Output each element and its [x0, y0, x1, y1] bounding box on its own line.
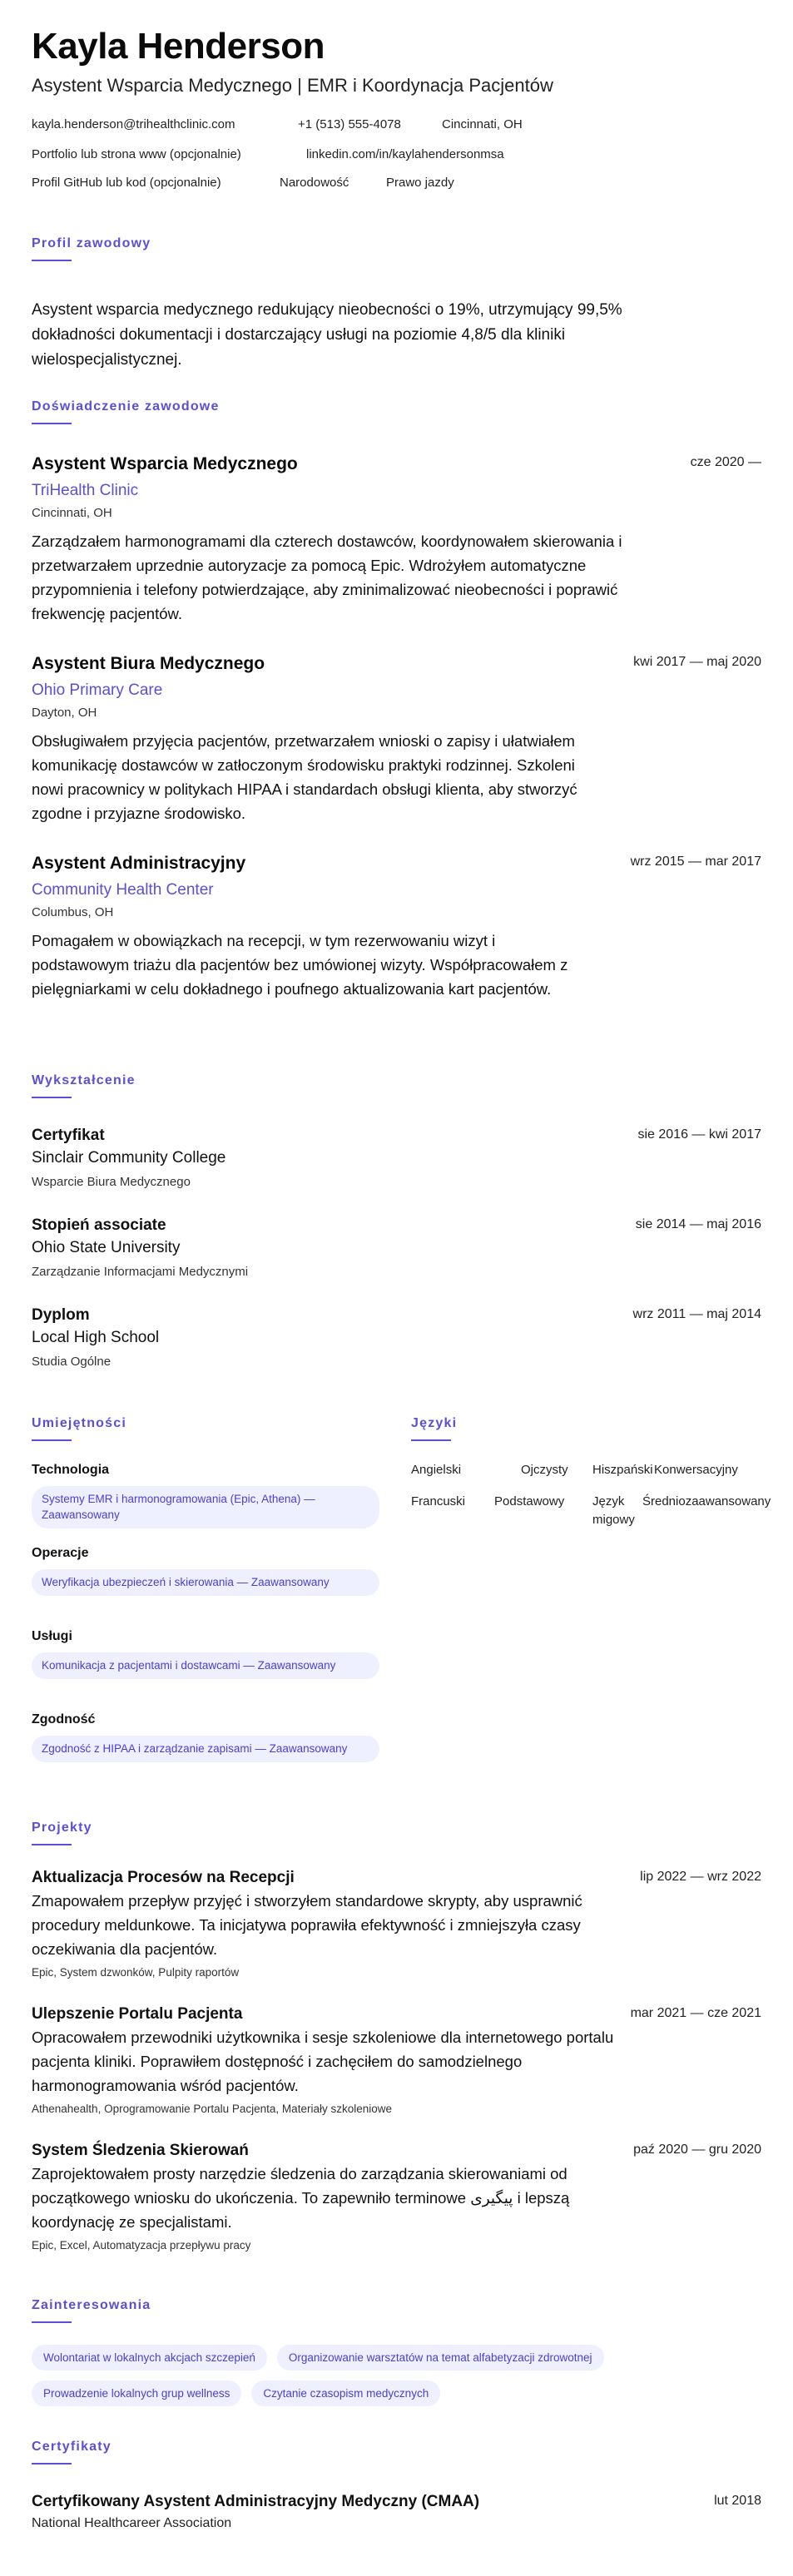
- experience-item: [32, 453, 761, 626]
- certification-name: Certyfikowany Asystent Administracyjny Medyczny (CMAA): [32, 2493, 480, 2510]
- certification-issuer: National Healthcareer Association: [32, 2516, 232, 2530]
- language-name: Francuski: [411, 1494, 466, 1508]
- section-title-certifications: Certyfikaty: [32, 2440, 112, 2454]
- job-dates: wrz 2015 — mar 2017: [630, 855, 761, 869]
- candidate-headline: Asystent Wsparcia Medycznego | EMR i Koordynacja Pacjentów: [32, 75, 553, 96]
- degree-title: Stopień associate: [32, 1216, 166, 1234]
- project-item: [32, 1867, 761, 1981]
- skill-pill: Weryfikacja ubezpieczeń i skierowania — Zaawansowany: [32, 1569, 379, 1596]
- section-title-profile: Profil zawodowy: [32, 236, 151, 250]
- education-item: [32, 1215, 761, 1281]
- language-level: Konwersacyjny: [654, 1463, 738, 1477]
- contact-phone[interactable]: +1 (513) 555-4078: [298, 117, 401, 131]
- languages-section: [411, 1414, 457, 1441]
- project-description: Zaprojektowałem prosty narzędzie śledzenia do zarządzania skierowaniami od początkowego wniosku do ukończenia. To zapewniło terminowe پیگیری i lepszą koordynację ze specjalistami.: [32, 2165, 570, 2231]
- interest-pill: Prowadzenie lokalnych grup wellness: [32, 2380, 241, 2406]
- section-divider: [411, 1439, 451, 1441]
- project-dates: paź 2020 — gru 2020: [633, 2143, 761, 2157]
- contact-portfolio[interactable]: Portfolio lub strona www (opcjonalnie): [32, 147, 241, 161]
- certification-item: [32, 2491, 761, 2533]
- contact-license: Prawo jazdy: [386, 176, 454, 190]
- section-divider: [32, 260, 72, 261]
- job-location: Columbus, OH: [32, 905, 114, 919]
- profile-section: [32, 235, 151, 261]
- resume-header: [32, 23, 761, 98]
- contact-email[interactable]: kayla.henderson@trihealthclinic.com: [32, 117, 235, 131]
- project-tags: Epic, Excel, Automatyzacja przepływu pracy: [32, 2239, 251, 2252]
- job-location: Dayton, OH: [32, 706, 97, 720]
- language-level: Podstawowy: [494, 1494, 565, 1508]
- section-divider: [32, 2321, 72, 2323]
- skill-pill: Zgodność z HIPAA i zarządzanie zapisami — Zaawansowany: [32, 1736, 379, 1762]
- skill-group: [32, 1544, 379, 1596]
- language-level: Średniozaawansowany: [642, 1494, 771, 1508]
- experience-section: [32, 398, 220, 424]
- job-description: Obsługiwałem przyjęcia pacjentów, przetwarzałem wnioski o zapisy i ułatwiałem komunikację dostawców w zatłoczonym środowisku praktyki rodzinnej. Szkoleni nowi pracownicy w politykach HIPAA i standardach obsługi klienta, aby stworzyć zgodne i przyjazne środowisko.: [32, 732, 577, 822]
- language-name: Język migowy: [592, 1494, 635, 1527]
- section-title-skills: Umiejętności: [32, 1416, 126, 1430]
- education-dates: sie 2016 — kwi 2017: [637, 1127, 761, 1142]
- interest-pill: Organizowanie warsztatów na temat alfabetyzacji zdrowotnej: [277, 2345, 604, 2370]
- company-name[interactable]: TriHealth Clinic: [32, 482, 139, 499]
- interests-section: [32, 2296, 151, 2323]
- candidate-name: Kayla Henderson: [32, 26, 325, 67]
- language-level: Ojczysty: [521, 1463, 568, 1477]
- field-of-study: Wsparcie Biura Medycznego: [32, 1175, 191, 1189]
- section-divider: [32, 1844, 72, 1845]
- contact-location: Cincinnati, OH: [442, 117, 523, 131]
- skill-group-label: Operacje: [32, 1546, 89, 1560]
- project-title: System Śledzenia Skierowań: [32, 2142, 249, 2159]
- school-name: Ohio State University: [32, 1239, 181, 1256]
- degree-title: Certyfikat: [32, 1127, 105, 1144]
- skill-pill: Komunikacja z pacjentami i dostawcami — Zaawansowany: [32, 1652, 379, 1679]
- certification-date: lut 2018: [714, 2494, 761, 2508]
- project-title: Ulepszenie Portalu Pacjenta: [32, 2005, 243, 2023]
- project-dates: mar 2021 — cze 2021: [630, 2006, 761, 2020]
- section-divider: [32, 1097, 72, 1098]
- company-name[interactable]: Ohio Primary Care: [32, 681, 163, 699]
- job-title: Asystent Administracyjny: [32, 854, 246, 873]
- education-item: [32, 1125, 761, 1191]
- company-name[interactable]: Community Health Center: [32, 881, 214, 899]
- section-title-experience: Doświadczenie zawodowe: [32, 399, 220, 414]
- education-section: [32, 1072, 136, 1098]
- job-description: Pomagałem w obowiązkach na recepcji, w tym rezerwowaniu wizyt i podstawowym triażu dla pacjentów bez umówionej wizyty. Współpracowałem z pielęgniarkami w celu dokładnego i poufnego aktualizowania kart pacjentów.: [32, 932, 568, 998]
- job-description: Zarządzałem harmonogramami dla czterech dostawców, koordynowałem skierowania i przetwarzałem uprzednie autoryzacje za pomocą Epic. Wdrożyłem automatyczne przypomnienia i telefony potwierdzające, aby zminimalizować nieobecności i poprawić frekwencję pacjentów.: [32, 533, 622, 622]
- projects-section: [32, 1819, 92, 1845]
- skill-group: [32, 1461, 379, 1528]
- section-title-projects: Projekty: [32, 1821, 92, 1835]
- project-tags: Athenahealth, Oprogramowanie Portalu Pacjenta, Materiały szkoleniowe: [32, 2103, 392, 2115]
- skill-group: [32, 1627, 379, 1679]
- language-name: Angielski: [411, 1463, 462, 1477]
- degree-title: Dyplom: [32, 1306, 90, 1324]
- field-of-study: Studia Ogólne: [32, 1355, 112, 1369]
- project-item: [32, 2004, 761, 2118]
- education-item: [32, 1305, 761, 1371]
- section-title-education: Wykształcenie: [32, 1073, 136, 1087]
- job-location: Cincinnati, OH: [32, 506, 112, 520]
- job-dates: cze 2020 —: [690, 455, 761, 469]
- section-divider: [32, 2463, 72, 2465]
- experience-item: [32, 852, 761, 1001]
- skill-group-label: Usługi: [32, 1629, 72, 1643]
- skill-group-label: Zgodność: [32, 1712, 96, 1726]
- contact-nationality: Narodowość: [280, 176, 349, 190]
- interest-pill: Wolontariat w lokalnych akcjach szczepień: [32, 2345, 267, 2370]
- job-dates: kwi 2017 — maj 2020: [633, 655, 761, 669]
- experience-item: [32, 652, 761, 825]
- job-title: Asystent Wsparcia Medycznego: [32, 454, 298, 473]
- project-dates: lip 2022 — wrz 2022: [640, 1870, 761, 1884]
- contact-linkedin[interactable]: linkedin.com/in/kaylahendersonmsa: [306, 147, 504, 161]
- project-item: [32, 2140, 761, 2254]
- education-dates: sie 2014 — maj 2016: [635, 1217, 761, 1231]
- skill-group-label: Technologia: [32, 1463, 110, 1477]
- profile-summary: Asystent wsparcia medycznego redukujący nieobecności o 19%, utrzymujący 99,5% dokładności dokumentacji i dostarczający usługi na poziomie 4,8/5 dla kliniki wielospecjalistycznej.: [32, 301, 622, 369]
- job-title: Asystent Biura Medycznego: [32, 654, 265, 673]
- field-of-study: Zarządzanie Informacjami Medycznymi: [32, 1265, 249, 1279]
- section-divider: [32, 423, 72, 424]
- project-tags: Epic, System dzwonków, Pulpity raportów: [32, 1966, 240, 1979]
- section-title-languages: Języki: [411, 1416, 458, 1430]
- skill-group: [32, 1711, 379, 1762]
- skills-section: [32, 1414, 126, 1441]
- skill-pill: Systemy EMR i harmonogramowania (Epic, Athena) — Zaawansowany: [32, 1486, 379, 1528]
- section-divider: [32, 1439, 72, 1441]
- language-name: Hiszpański: [592, 1463, 653, 1477]
- project-description: Zmapowałem przepływ przyjęć i stworzyłem standardowe skrypty, aby usprawnić procedury meldunkowe. Ta inicjatywa poprawiła efektywność i zmniejszyła czasy oczekiwania dla pacjentów.: [32, 1892, 582, 1958]
- interests-list: [32, 2345, 761, 2416]
- contact-github[interactable]: Profil GitHub lub kod (opcjonalnie): [32, 176, 221, 190]
- school-name: Sinclair Community College: [32, 1149, 226, 1167]
- certifications-section: [32, 2438, 112, 2465]
- education-dates: wrz 2011 — maj 2014: [632, 1307, 761, 1321]
- interest-pill: Czytanie czasopism medycznych: [251, 2380, 440, 2406]
- project-title: Aktualizacja Procesów na Recepcji: [32, 1869, 295, 1886]
- project-description: Opracowałem przewodniki użytkownika i sesje szkoleniowe dla internetowego portalu pacjenta kliniki. Poprawiłem dostępność i zachęciłem do samodzielnego harmonogramowania wśród pacjentów.: [32, 2029, 614, 2094]
- section-title-interests: Zainteresowania: [32, 2298, 151, 2312]
- contact-row-1: [32, 116, 235, 133]
- school-name: Local High School: [32, 1329, 160, 1346]
